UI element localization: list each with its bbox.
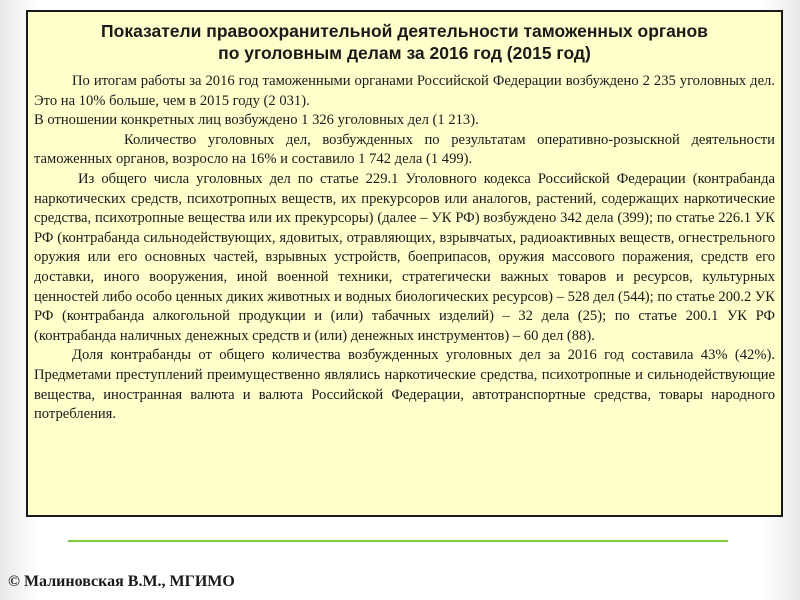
green-divider-line <box>68 540 728 542</box>
slide-title-line-1: Показатели правоохранительной деятельности таможенных органов <box>101 21 708 41</box>
paragraph-total-cases: По итогам работы за 2016 год таможенными органами Российской Федерации возбуждено 2 235 уголовных дел. Это на 10% больше, чем в 2015 году (2 031). <box>34 73 775 109</box>
paragraph-specific-persons: В отношении конкретных лиц возбуждено 1 326 уголовных дел (1 213). <box>34 112 479 129</box>
slide-title <box>34 20 775 64</box>
footer-copyright: © Малиновская В.М., МГИМО <box>8 573 235 590</box>
paragraph-smuggling-share: Доля контрабанды от общего количества возбужденных уголовных дел за 2016 год составила 43% (42%). Предметами преступлений преимущественно являлись наркотические средства, психотропные и сильнодействующие вещества, иностранная валюта и валюта Российской Федерации, автотранспортные средства, товары народного потребления. <box>34 347 775 423</box>
content-box <box>26 10 783 517</box>
slide-title-line-2: по уголовным делам за 2016 год (2015 год) <box>218 43 591 63</box>
paragraph-articles-breakdown: Из общего числа уголовных дел по статье 229.1 Уголовного кодекса Российской Федерации (контрабанда наркотических средств, психотропных веществ, их прекурсоров или аналогов, растений, содержащих наркотические средства, психотропные вещества или их прекурсоры) (далее – УК РФ) возбуждено 342 дела (399); по статье 226.1 УК РФ (контрабанда сильнодействующих, ядовитых, отравляющих, взрывчатых, радиоактивных веществ, огнестрельного оружия или его основных частей, взрывных устройств, боеприпасов, оружия массового поражения, средств его доставки, иного вооружения, иной военной техники, стратегически важных товаров и ресурсов, культурных ценностей либо особо ценных диких животных и водных биологических ресурсов) – 528 дел (544); по статье 200.2 УК РФ (контрабанда алкогольной продукции и (или) табачных изделий) – 32 дела (25); по статье 200.1 УК РФ (контрабанда наличных денежных средств и (или) денежных инструментов) – 60 дел (88). <box>34 170 775 344</box>
paragraph-operational-search: Количество уголовных дел, возбужденных по результатам оперативно-розыскной деятельности таможенных органов, возросло на 16% и составило 1 742 дела (1 499). <box>34 131 775 168</box>
body-text <box>34 72 775 425</box>
